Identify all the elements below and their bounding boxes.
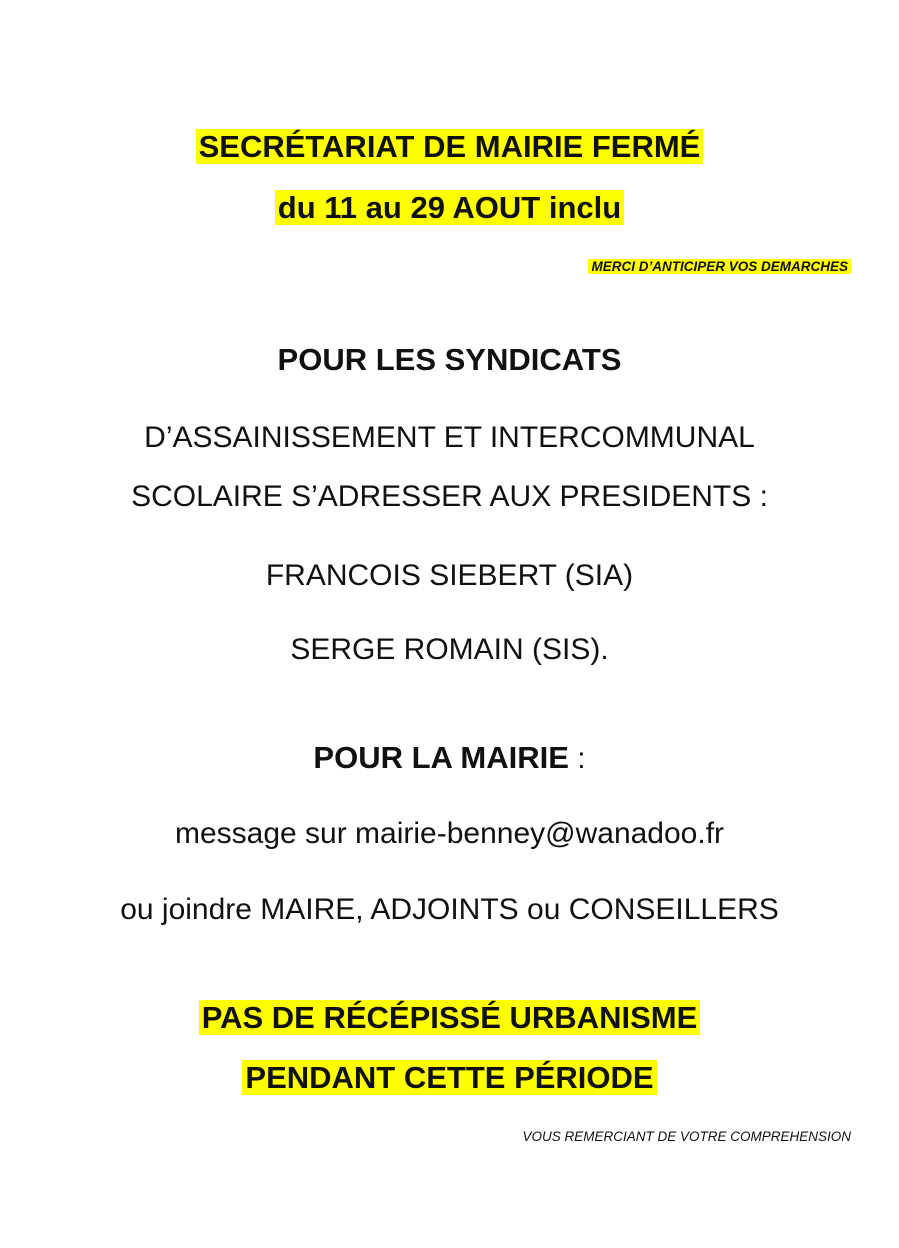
anticipate-note-wrap <box>588 259 851 274</box>
mairie-email-line: message sur mairie-benney@wanadoo.fr <box>174 817 725 850</box>
closure-line-2: du 11 au 29 AOUT inclu <box>275 190 624 225</box>
closure-dates <box>0 188 899 228</box>
closing-note: VOUS REMERCIANT DE VOTRE COMPREHENSION <box>522 1129 851 1144</box>
mairie-contact-line: ou joindre MAIRE, ADJOINTS ou CONSEILLERS <box>120 893 779 926</box>
mairie-heading: POUR LA MAIRIE <box>313 740 569 775</box>
syndicates-line-1: D’ASSAINISSEMENT ET INTERCOMMUNAL <box>144 421 755 454</box>
closure-line-1: SECRÉTARIAT DE MAIRIE FERMÉ <box>196 129 704 164</box>
urbanism-line-1: PAS DE RÉCÉPISSÉ URBANISME <box>199 1000 701 1035</box>
syndicates-line-2: SCOLAIRE S’ADRESSER AUX PRESIDENTS : <box>131 480 768 513</box>
syndicates-heading: POUR LES SYNDICATS <box>277 342 622 377</box>
anticipate-note: MERCI D’ANTICIPER VOS DEMARCHES <box>588 259 851 274</box>
mairie-heading-suffix: : <box>568 742 586 775</box>
urbanism-line-2-wrap <box>0 1058 899 1098</box>
closure-title <box>0 127 899 167</box>
president-sis: SERGE ROMAIN (SIS). <box>290 633 609 666</box>
president-sia: FRANCOIS SIEBERT (SIA) <box>265 559 634 592</box>
urbanism-line-2: PENDANT CETTE PÉRIODE <box>242 1060 656 1095</box>
mairie-heading-line <box>0 738 899 779</box>
urbanism-line-1-wrap <box>0 998 899 1038</box>
